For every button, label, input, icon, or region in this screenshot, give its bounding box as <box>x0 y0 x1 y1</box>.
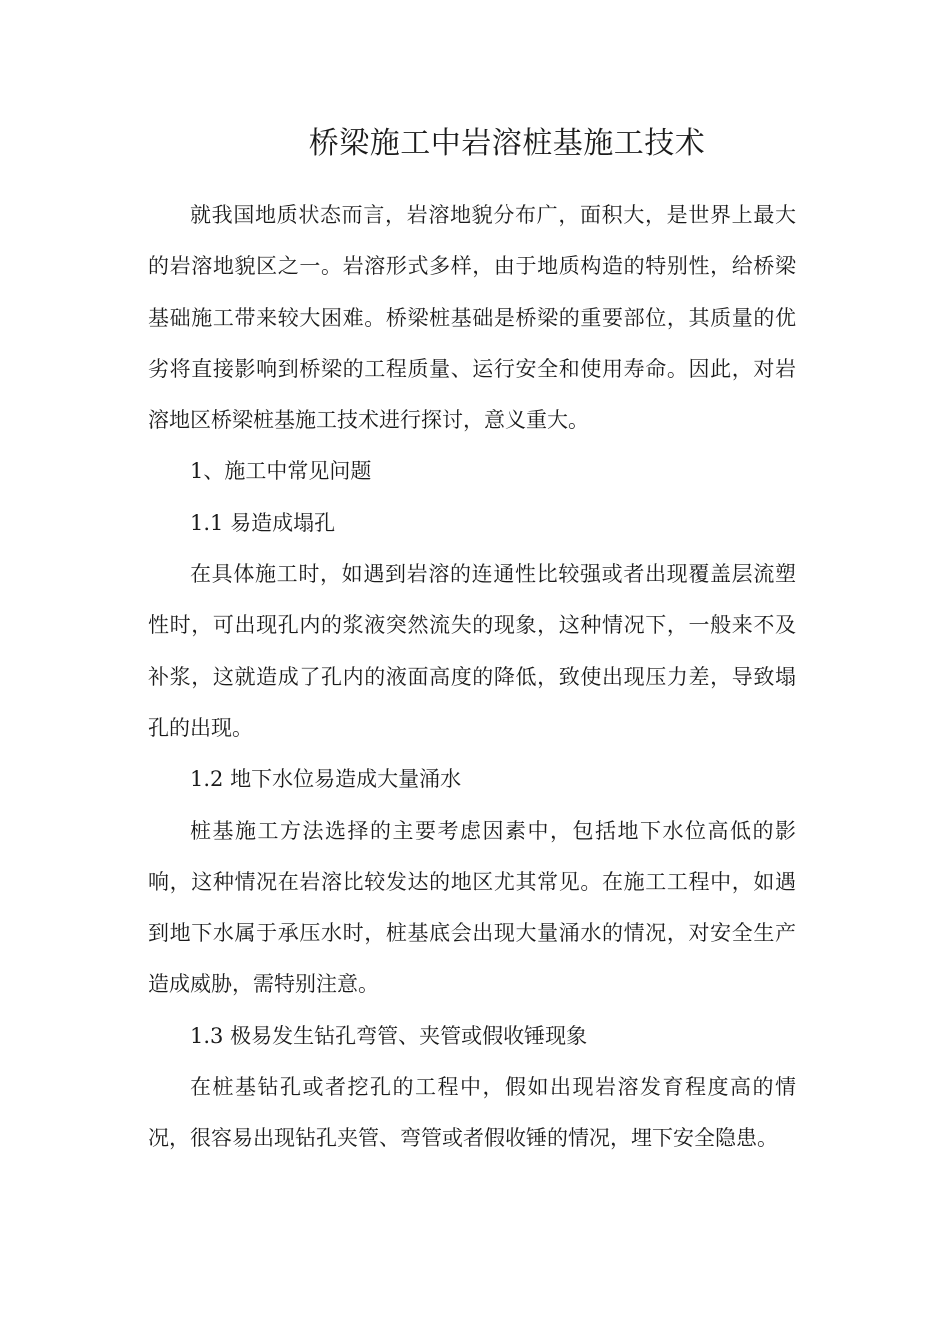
document-title: 桥梁施工中岩溶桩基施工技术 <box>308 126 706 161</box>
paragraph-intro: 就我国地质状态而言，岩溶地貌分布广，面积大，是世界上最大的岩溶地貌区之一。岩溶形式多样，由于地质构造的特别性，给桥梁基础施工带来较大困难。桥梁桩基础是桥梁的重要部位，其质量的优劣将直接影响到桥梁的工程质量、运行安全和使用寿命。因此，对岩溶地区桥梁桩基施工技术进行探讨，意义重大。 <box>148 203 796 433</box>
subsection-heading-1-1: 1.1 易造成塌孔 <box>190 510 336 535</box>
paragraph-collapse: 在具体施工时，如遇到岩溶的连通性比较强或者出现覆盖层流塑性时，可出现孔内的浆液突然流失的现象，这种情况下，一般来不及补浆，这就造成了孔内的液面高度的降低，致使出现压力差，导致塌孔的出现。 <box>148 562 796 740</box>
paragraph-groundwater: 桩基施工方法选择的主要考虑因素中，包括地下水位高低的影响，这种情况在岩溶比较发达的地区尤其常见。在施工工程中，如遇到地下水属于承压水时，桩基底会出现大量涌水的情况，对安全生产造成威胁，需特别注意。 <box>148 818 796 997</box>
document-body <box>148 190 796 1165</box>
section-heading-1: 1、施工中常见问题 <box>190 459 372 484</box>
paragraph-drilling: 在桩基钻孔或者挖孔的工程中，假如出现岩溶发育程度高的情况，很容易出现钻孔夹管、弯管或者假收锤的情况，埋下安全隐患。 <box>148 1075 796 1151</box>
subsection-heading-1-2: 1.2 地下水位易造成大量涌水 <box>190 767 462 792</box>
subsection-heading-1-3: 1.3 极易发生钻孔弯管、夹管或假收锤现象 <box>190 1023 588 1048</box>
